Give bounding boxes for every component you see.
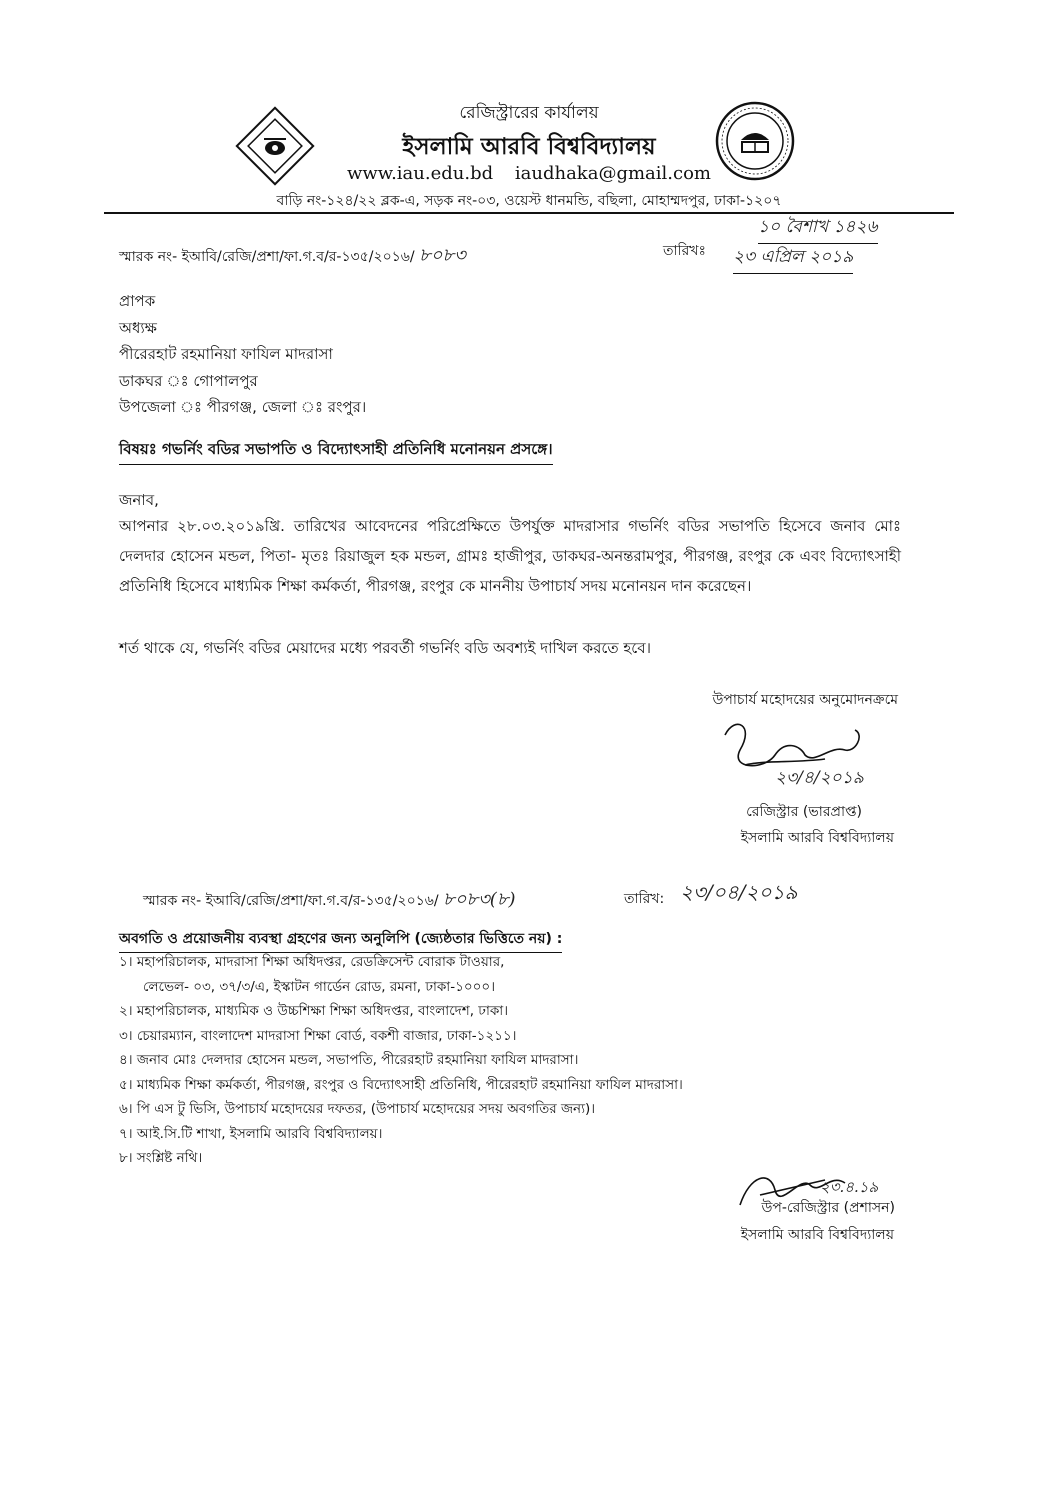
- recipient-district: উপজেলা ঃ পীরগঞ্জ, জেলা ঃ রংপুর।: [119, 398, 367, 416]
- cc-item: ১। মহাপরিচালক, মাদরাসা শিক্ষা অধিদপ্তর, রেডক্রিসেন্ট বোরাক টাওয়ার,: [119, 954, 505, 970]
- deputy-registrar-title: উপ-রেজিস্ট্রার (প্রশাসন): [761, 1200, 895, 1216]
- memo2-ref-number: ৮০৮৩(৮): [443, 889, 516, 910]
- cc-item: লেভেল- ০৩, ৩৭/৩/এ, ইস্কাটন গার্ডেন রোড, রমনা, ঢাকা-১০০০।: [143, 978, 496, 995]
- recipient-institution: পীরেরহাট রহমানিয়া ফাযিল মাদরাসা: [119, 345, 333, 363]
- cc-title: অবগতি ও প্রয়োজনীয় ব্যবস্থা গ্রহণের জন্য অনুলিপি (জ্যেষ্ঠতার ভিত্তিতে নয়) :: [119, 927, 562, 953]
- university-name: ইসলামি আরবি বিশ্ববিদ্যালয়: [402, 134, 656, 160]
- subject-line: বিষয়ঃ গভর্নিং বডির সভাপতি ও বিদ্যোৎসাহী প্রতিনিধি মনোনয়ন প্রসঙ্গে।: [119, 438, 553, 465]
- memo-ref-label: স্মারক নং- ইআবি/রেজি/প্রশা/ফা.গ.ব/র-১৩৫/২০১৬/: [119, 249, 415, 265]
- memo2-reference: [143, 885, 516, 916]
- memo-date-bangla: ১০ বৈশাখ ১৪২৬: [758, 214, 878, 244]
- cc-item: ৫। মাধ্যমিক শিক্ষা কর্মকর্তা, পীরগঞ্জ, রংপুর ও বিদ্যোৎসাহী প্রতিনিধি, পীরেরহাট রহমানিয়া ফাযিল মাদরাসা।: [119, 1076, 683, 1093]
- salutation: জনাব,: [119, 491, 159, 509]
- deputy-registrar-signature-date: ২৩.৪.১৯: [820, 1178, 879, 1196]
- cc-item: ৮। সংশ্লিষ্ট নথি।: [119, 1150, 203, 1166]
- cc-item: ২। মহাপরিচালক, মাধ্যমিক ও উচ্চশিক্ষা শিক্ষা অধিদপ্তর, বাংলাদেশ, ঢাকা।: [119, 1003, 509, 1019]
- memo2-date-label: তারিখ:: [624, 891, 665, 907]
- office-title: রেজিস্ট্রারের কার্যালয়: [459, 103, 599, 123]
- cc-list: [119, 950, 683, 1171]
- cc-item: ৭। আই.সি.টি শাখা, ইসলামি আরবি বিশ্ববিদ্যালয়।: [119, 1125, 383, 1142]
- cc-item: ৩। চেয়ারম্যান, বাংলাদেশ মাদরাসা শিক্ষা বোর্ড, বকশী বাজার, ঢাকা-১২১১।: [119, 1027, 517, 1044]
- cc-item: ৬। পি এস টু ভিসি, উপাচার্য মহোদয়ের দফতর, (উপাচার্য মহোদয়ের সদয় অবগতির জন্য)।: [119, 1101, 596, 1117]
- memo-date-gregorian: ২৩ এপ্রিল ২০১৯: [733, 244, 853, 274]
- body-paragraph-2: শর্ত থাকে যে, গভর্নিং বডির মেয়াদের মধ্যে পরবর্তী গভর্নিং বডি অবশ্যই দাখিল করতে হবে।: [119, 639, 651, 657]
- memo-ref-number: ৮০৮৩: [419, 245, 466, 266]
- registrar-organization: ইসলামি আরবি বিশ্ববিদ্যালয়: [740, 830, 894, 846]
- body-paragraph-1: আপনার ২৮.০৩.২০১৯খ্রি. তারিখের আবেদনের পরিপ্রেক্ষিতে উপর্যুক্ত মাদরাসার গভর্নিং বডির সভাপতি হিসেবে জনাব মোঃ দেলদার হোসেন মন্ডল, পিতা- মৃতঃ রিয়াজুল হক মন্ডল, গ্রামঃ হাজীপুর, ডাকঘর-অনন্তরামপুর, পীরগঞ্জ, রংপুর কে এবং বিদ্যোৎসাহী প্রতিনিধি হিসেবে মাধ্যমিক শিক্ষা কর্মকর্তা, পীরগঞ্জ, রংপুর কে মাননীয় উপাচার্য সদয় মনোনয়ন দান করেছেন।: [119, 517, 901, 595]
- memo2-ref-label: স্মারক নং- ইআবি/রেজি/প্রশা/ফা.গ.ব/র-১৩৫/২০১৬/: [143, 893, 439, 909]
- cc-item: ৪। জনাব মোঃ দেলদার হোসেন মন্ডল, সভাপতি, পীরেরহাট রহমানিয়া ফাযিল মাদরাসা।: [119, 1052, 579, 1068]
- registrar-signature-date: ২৩/৪/২০১৯: [775, 768, 864, 788]
- recipient-post-office: ডাকঘর ঃ গোপালপুর: [119, 372, 258, 390]
- email-link[interactable]: iaudhaka@gmail.com: [514, 163, 711, 184]
- memo2-date: ২৩/০৪/২০১৯: [680, 880, 798, 904]
- memo-reference: [119, 241, 466, 272]
- address-line: বাড়ি নং-১২৪/২২ ব্লক-এ, সড়ক নং-০৩, ওয়েস্ট ধানমন্ডি, বছিলা, মোহাম্মদপুর, ঢাকা-১২০৭: [276, 193, 782, 209]
- website-link[interactable]: www.iau.edu.bd: [346, 163, 494, 184]
- approval-note: উপাচার্য মহোদয়ের অনুমোদনক্রমে: [712, 692, 898, 708]
- registrar-title: রেজিস্ট্রার (ভারপ্রাপ্ত): [746, 804, 862, 820]
- contact-line: [0, 163, 1058, 184]
- recipient-title: অধ্যক্ষ: [119, 319, 157, 337]
- recipient-label: প্রাপক: [119, 292, 156, 310]
- deputy-registrar-organization: ইসলামি আরবি বিশ্ববিদ্যালয়: [740, 1227, 894, 1243]
- memo-date-label: তারিখঃ: [663, 243, 706, 259]
